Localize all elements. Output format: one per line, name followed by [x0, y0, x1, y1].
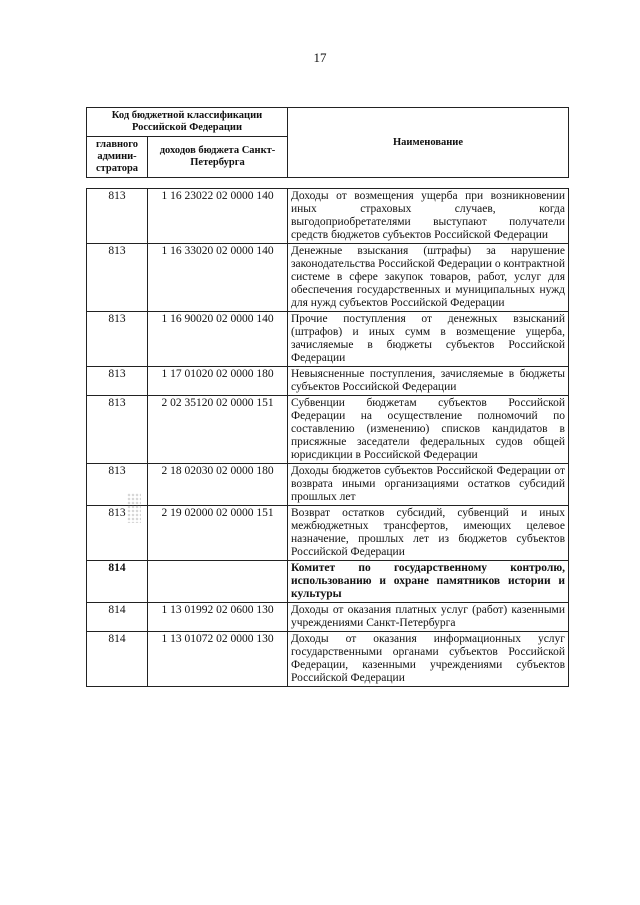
table-row: [87, 464, 569, 506]
table-row: [87, 632, 569, 687]
admin-code-cell: 813: [87, 367, 148, 396]
income-code-cell: 1 16 23022 02 0000 140: [148, 189, 288, 244]
page-number: 17: [313, 50, 327, 65]
income-name-cell: Доходы бюджетов субъектов Российской Федерации от возврата иными организациями остатков субсидий прошлых лет: [288, 464, 569, 506]
income-code-cell: 1 16 33020 02 0000 140: [148, 244, 288, 312]
income-code-cell: 2 18 02030 02 0000 180: [148, 464, 288, 506]
admin-code-cell: 814: [87, 632, 148, 687]
table-row: [87, 396, 569, 464]
table-row: [87, 561, 569, 603]
income-name-cell: Прочие поступления от денежных взысканий (штрафов) и иных сумм в возмещение ущерба, зачисляемые в бюджеты субъектов Российской Федерации: [288, 312, 569, 367]
admin-code-cell: 813: [87, 464, 148, 506]
income-name-cell: Субвенции бюджетам субъектов Российской Федерации на осуществление полномочий по составлению (изменению) списков кандидатов в присяжные заседатели федеральных судов общей юрисдикции в Российской Федерации: [288, 396, 569, 464]
admin-code-cell: 813: [87, 506, 148, 561]
income-code-cell: [148, 561, 288, 603]
header-name: Наименование: [288, 108, 569, 178]
income-code-cell: 2 02 35120 02 0000 151: [148, 396, 288, 464]
admin-code-cell: 813: [87, 396, 148, 464]
header-budget-income: доходов бюджета Санкт-Петербурга: [148, 137, 288, 178]
table-row: [87, 312, 569, 367]
classification-table: [86, 188, 569, 687]
income-name-cell: Комитет по государственному контролю, использованию и охране памятников истории и культуры: [288, 561, 569, 603]
table-row: [87, 244, 569, 312]
table-row: [87, 189, 569, 244]
header-chief-administrator: главного админи-стратора: [87, 137, 148, 178]
income-code-cell: 1 17 01020 02 0000 180: [148, 367, 288, 396]
income-name-cell: Невыясненные поступления, зачисляемые в бюджеты субъектов Российской Федерации: [288, 367, 569, 396]
scan-artifact: [127, 493, 141, 523]
table-row: [87, 506, 569, 561]
admin-code-cell: 813: [87, 189, 148, 244]
table-header: [86, 107, 569, 178]
table-row: [87, 367, 569, 396]
income-name-cell: Денежные взыскания (штрафы) за нарушение законодательства Российской Федерации о контрактной системе в сфере закупок товаров, работ, услуг для обеспечения государственных и муниципальных нужд для нужд субъектов Российской Федерации: [288, 244, 569, 312]
income-name-cell: Возврат остатков субсидий, субвенций и иных межбюджетных трансфертов, имеющих целевое назначение, прошлых лет из бюджетов субъектов Российской Федерации: [288, 506, 569, 561]
admin-code-cell: 814: [87, 561, 148, 603]
income-name-cell: Доходы от оказания информационных услуг государственными органами субъектов Российской Федерации, казенными учреждениями субъектов Российской Федерации: [288, 632, 569, 687]
income-code-cell: 1 13 01072 02 0000 130: [148, 632, 288, 687]
admin-code-cell: 813: [87, 244, 148, 312]
admin-code-cell: 813: [87, 312, 148, 367]
income-name-cell: Доходы от оказания платных услуг (работ) казенными учреждениями Санкт-Петербурга: [288, 603, 569, 632]
income-code-cell: 2 19 02000 02 0000 151: [148, 506, 288, 561]
income-code-cell: 1 13 01992 02 0600 130: [148, 603, 288, 632]
admin-code-cell: 814: [87, 603, 148, 632]
table-row: [87, 603, 569, 632]
header-classification-code: Код бюджетной классификации Российской Федерации: [87, 108, 288, 137]
income-code-cell: 1 16 90020 02 0000 140: [148, 312, 288, 367]
income-name-cell: Доходы от возмещения ущерба при возникновении иных страховых случаев, когда выгодоприобретателями выступают получатели средств бюджетов субъектов Российской Федерации: [288, 189, 569, 244]
